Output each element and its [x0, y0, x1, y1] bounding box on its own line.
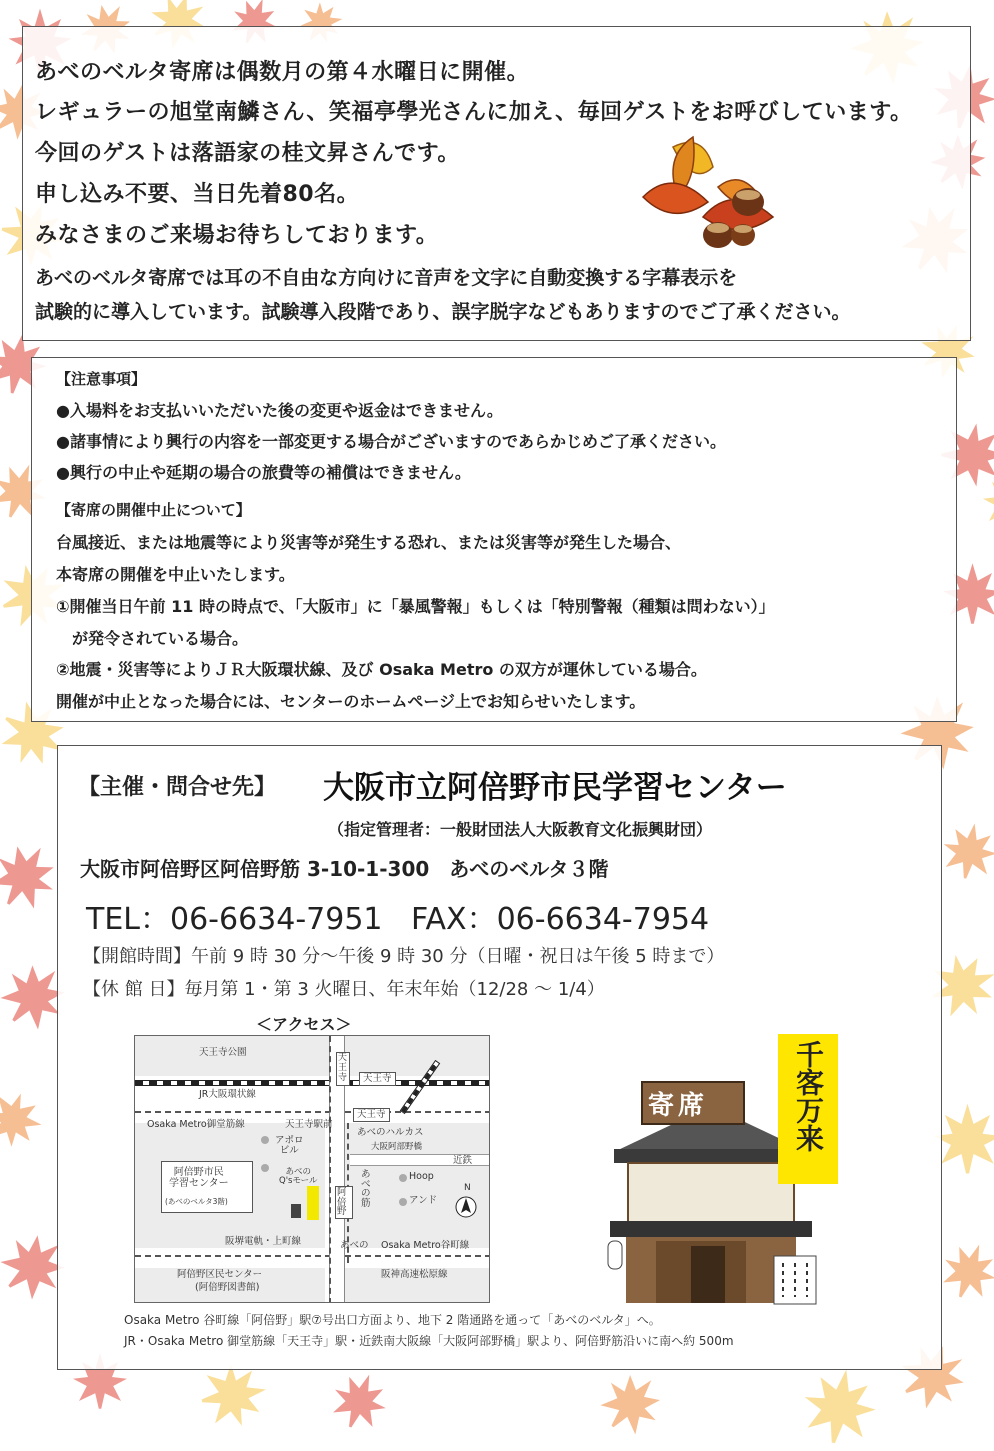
notice-item: ●興行の中止や延期の場合の旅費等の補償はできません。: [56, 463, 471, 482]
notice-heading: 【注意事項】: [56, 370, 147, 388]
map-label: 天 王 寺: [336, 1052, 350, 1086]
map-label: あべの Q'sモール: [279, 1167, 318, 1187]
maple-leaf-icon: [587, 1357, 679, 1449]
maple-leaf-icon: [935, 815, 994, 885]
map-label: Osaka Metro谷町線: [381, 1240, 470, 1251]
map-label: 阪神高速松原線: [381, 1269, 448, 1280]
map-label: アポロ ビル: [275, 1135, 304, 1157]
center-location-marker: [307, 1186, 319, 1220]
maple-leaf-icon: [794, 1359, 887, 1451]
cancellation-line: ①開催当日午前 11 時の時点で、「大阪市」に「暴風警報」もしくは「特別警報（種類は問わない）」: [56, 597, 775, 616]
intro-line: 申し込み不要、当日先着80名。: [35, 182, 360, 207]
caption-notice-line: あべのベルタ寄席では耳の不自由な方向けに音声を文字に自動変換する字幕表示を: [35, 267, 738, 289]
organization-name: 大阪市立阿倍野市民学習センター: [323, 770, 787, 806]
access-title: ＜アクセス＞: [256, 1015, 352, 1034]
map-label: 天王寺: [353, 1108, 390, 1122]
opening-hours: 【開館時間】午前 9 時 30 分～午後 9 時 30 分（日曜・祝日は午後 5 時まで）: [83, 946, 725, 967]
map-center-label: 阿倍野市民 学習センター: [169, 1167, 229, 1189]
map-label: 天王寺: [359, 1072, 396, 1086]
cancellation-line: が発令されている場合。: [56, 629, 249, 648]
north-label: N: [464, 1183, 471, 1193]
map-label: JR大阪環状線: [199, 1089, 256, 1100]
cancellation-line: 台風接近、または地震等により災害等が発生する恐れ、または災害等が発生した場合、: [56, 533, 681, 552]
closed-days: 【休 館 日】毎月第 1・第 3 火曜日、年末年始（12/28 ～ 1/4）: [83, 979, 605, 1000]
map-label: あべの: [340, 1240, 369, 1251]
notice-item: ●諸事情により興行の内容を一部変更する場合がございますのであらかじめご了承ください。: [56, 432, 726, 451]
map-label: Hoop: [409, 1171, 434, 1182]
intro-line: みなさまのご来場お待ちしております。: [35, 223, 439, 248]
fax-number: FAX：06-6634-7954: [411, 902, 710, 937]
maple-leaf-icon: [322, 1362, 399, 1439]
notice-item: ●入場料をお支払いいただいた後の変更や返金はできません。: [56, 401, 503, 420]
map-label: 阪堺電軌・上町線: [225, 1236, 302, 1247]
compass-north-icon: [455, 1196, 477, 1218]
map-label: 阿 倍 野: [335, 1186, 353, 1219]
caption-notice-line: 試験的に導入しています。試験導入段階であり、誤字脱字などもありますのでご了承ください。: [35, 301, 851, 323]
maple-leaf-icon: [0, 1085, 50, 1155]
cancellation-line: ②地震・災害等によりＪＲ大阪環状線、及び Osaka Metro の双方が運休している場合。: [56, 660, 707, 679]
address-line: 大阪市阿倍野区阿倍野筋 3-10-1-300 あべのベルタ３階: [80, 857, 609, 881]
map-label: 天王寺駅前: [285, 1119, 333, 1130]
notice-panel: [31, 357, 957, 722]
map-label: 近鉄: [453, 1155, 473, 1166]
intro-line: 今回のゲストは落語家の桂文昇さんです。: [35, 141, 460, 166]
access-line: Osaka Metro 谷町線「阿倍野」駅⑦号出口方面より、地下 2 階通路を通って「あべのベルタ」へ。: [124, 1313, 661, 1327]
maple-leaf-icon: [980, 470, 994, 530]
map-label: (阿倍野図書館): [195, 1282, 260, 1293]
map-label: 大阪阿部野橋: [371, 1142, 423, 1152]
intro-line: あべのベルタ寄席は偶数月の第４水曜日に開催。: [35, 60, 530, 85]
intro-panel: [22, 26, 971, 341]
map-label: アンド: [409, 1195, 438, 1206]
cancellation-heading: 【寄席の開催中止について】: [56, 501, 251, 519]
yose-signboard: 寄席: [648, 1091, 709, 1121]
tel-number[interactable]: TEL：06-6634-7951: [86, 902, 383, 937]
access-line: JR・Osaka Metro 御堂筋線「天王寺」駅・近鉄南大阪線「大阪阿部野橋」駅より、阿倍野筋沿いに南へ約 500m: [124, 1334, 734, 1348]
banner-text: 千客万来: [792, 1040, 825, 1152]
map-label: 天王寺公園: [199, 1047, 247, 1058]
map-label: 阿倍野区民センター: [177, 1269, 263, 1280]
map-label: あべのハルカス: [357, 1127, 424, 1138]
map-label: Osaka Metro御堂筋線: [147, 1119, 245, 1130]
intro-line: レギュラーの旭堂南鱗さん、笑福亭學光さんに加え、毎回ゲストをお呼びしています。: [35, 100, 913, 125]
senkyaku-banri-banner: [778, 1034, 838, 1184]
manager-line: （指定管理者：一般財団法人大阪教育文化振興財団）: [328, 820, 713, 839]
map-label: (あべのベルタ3階): [165, 1197, 228, 1206]
contact-panel: [57, 745, 942, 1370]
organizer-label: 【主催・問合せ先】: [78, 775, 277, 800]
autumn-leaves-chestnut-illustration: [633, 127, 783, 257]
map-label: あ べ の 筋: [361, 1169, 371, 1209]
cancellation-line: 本寄席の開催を中止いたします。: [56, 565, 295, 584]
access-map: [134, 1035, 490, 1303]
cancellation-line: 開催が中止となった場合には、センターのホームページ上でお知らせいたします。: [56, 692, 646, 711]
